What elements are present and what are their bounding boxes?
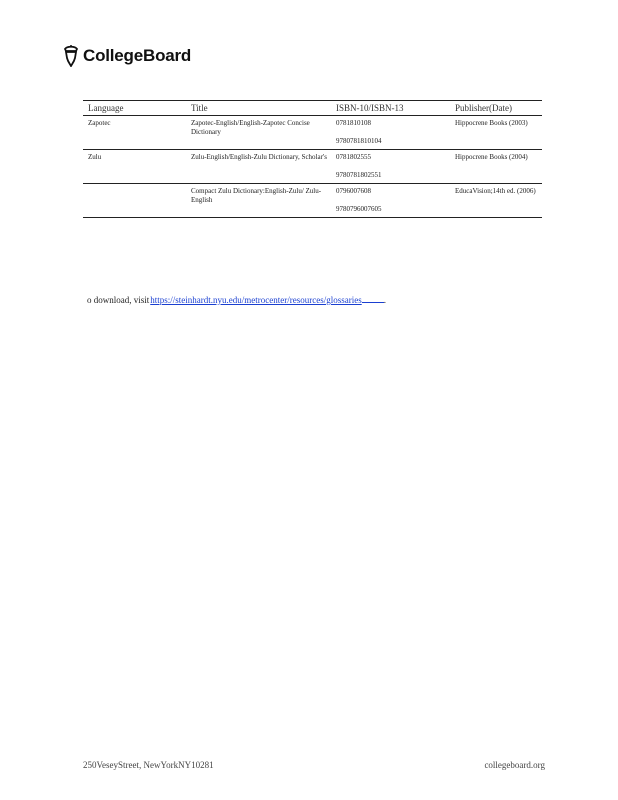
cell-isbn: [331, 116, 450, 150]
footer-website: collegeboard.org: [484, 760, 545, 770]
cell-title: Zulu-English/English-Zulu Dictionary, Scholar's: [186, 150, 331, 184]
download-suffix: .: [383, 295, 386, 305]
cell-publisher: Hippocrene Books (2004): [450, 150, 542, 184]
dictionary-table: [83, 100, 542, 218]
table-row: [83, 116, 542, 150]
isbn-13: 9780796007605: [336, 205, 382, 213]
download-instructions: [87, 294, 386, 305]
glossaries-link[interactable]: https://steinhardt.nyu.edu/metrocenter/resources/glossaries: [150, 295, 362, 305]
isbn-13: 9780781810104: [336, 137, 382, 145]
footer-address: 250VeseyStreet, NewYorkNY10281: [83, 760, 214, 770]
column-header-title: Title: [186, 101, 331, 116]
cell-publisher: EducaVision;14th ed. (2006): [450, 184, 542, 218]
isbn-10: 0796007608: [336, 187, 371, 195]
isbn-10: 0781810108: [336, 119, 371, 127]
table-row: [83, 184, 542, 218]
table-header-row: [83, 101, 542, 116]
table-row: [83, 150, 542, 184]
column-header-isbn: ISBN-10/ISBN-13: [331, 101, 450, 116]
download-prefix: o download, visit: [87, 295, 150, 305]
cell-title: Compact Zulu Dictionary:English-Zulu/ Zulu-English: [186, 184, 331, 218]
cell-language: Zapotec: [83, 116, 186, 150]
isbn-13: 9780781802551: [336, 171, 382, 179]
cell-title: Zapotec-English/English-Zapotec Concise Dictionary: [186, 116, 331, 150]
collegeboard-logo: [62, 45, 191, 67]
cell-language: Zulu: [83, 150, 186, 184]
cell-publisher: Hippocrene Books (2003): [450, 116, 542, 150]
link-underline-gap: [362, 294, 384, 303]
column-header-publisher: Publisher(Date): [450, 101, 542, 116]
logo-text: CollegeBoard: [83, 46, 192, 65]
cell-isbn: [331, 184, 450, 218]
cell-isbn: [331, 150, 450, 184]
isbn-10: 0781802555: [336, 153, 371, 161]
acorn-icon: [62, 45, 80, 67]
column-header-language: Language: [83, 101, 186, 116]
cell-language: [83, 184, 186, 218]
